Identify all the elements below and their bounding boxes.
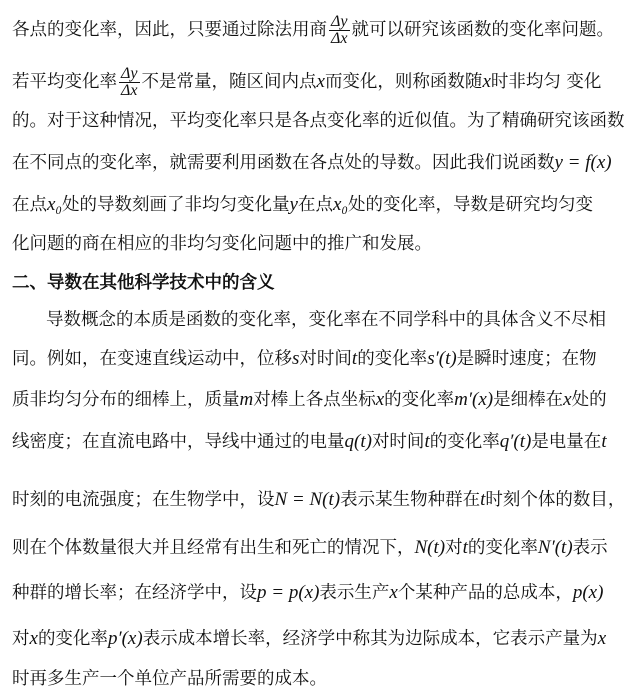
fraction-denominator: Δx	[331, 30, 348, 47]
math-var: s	[292, 348, 300, 369]
text: 处的导数刻画了非均匀变化量	[62, 195, 290, 215]
text-line-13	[12, 582, 628, 604]
math-var: t	[424, 431, 430, 452]
text: 对时间	[299, 349, 352, 369]
math-expression: p′(x)	[107, 628, 143, 649]
math-var: x	[482, 71, 491, 92]
text-line-6: 化问题的商在相应的非均匀变化问题中的推广和发展。	[12, 234, 432, 254]
text: 表示某生物种群在	[340, 490, 481, 510]
text: 对棒上各点坐标	[253, 390, 376, 410]
math-expression: p(x)	[572, 582, 604, 603]
math-var: x	[389, 582, 398, 603]
text-line-7: 导数概念的本质是函数的变化率，变化率在不同学科中的具体含义不尽相	[46, 310, 606, 330]
text: 而变化，则称函数随	[324, 72, 483, 92]
text-line-10	[12, 431, 628, 453]
text: 则在个体数量很大并且经常有出生和死亡的情况下，	[12, 538, 415, 558]
math-expression: N(t)	[414, 537, 446, 558]
math-expression: s′(t)	[427, 348, 457, 369]
text: 线密度；在直流电路中，导线中通过的电量	[12, 432, 345, 452]
text-line-15: 时再多生产一个单位产品所需要的成本。	[12, 669, 327, 689]
text: 表示生产	[319, 583, 390, 603]
math-var: t	[601, 431, 607, 452]
math-var: m	[239, 389, 254, 410]
text: 时刻个体的数目，	[485, 490, 626, 510]
text: 对时间	[371, 432, 425, 452]
math-expression: p = p(x)	[257, 582, 320, 603]
text: 在不同点的变化率，就需要利用函数在各点处的导数。因此我们说函数	[12, 153, 555, 173]
text: 处的变化率，导数是研究均匀变	[348, 195, 594, 215]
math-var: x	[29, 628, 38, 649]
math-var: x	[597, 628, 607, 649]
text: 表示成本增长率，经济学中称其为边际成本，它表示产量为	[142, 629, 598, 649]
text: 处的	[571, 390, 607, 410]
math-var: x₀	[47, 194, 63, 215]
math-var: t	[462, 537, 468, 558]
text-line-3: 的。对于这种情况，平均变化率只是各点变化率的近似值。为了精确研究该函数	[12, 111, 625, 131]
text-line-12	[12, 537, 628, 559]
section-heading: 二、导数在其他科学技术中的含义	[12, 273, 275, 293]
text: 不是常量，随区间内点	[141, 72, 317, 92]
text: 种群的增长率；在经济学中，设	[12, 583, 257, 603]
text: 是电量在	[531, 432, 602, 452]
math-var: x	[316, 71, 325, 92]
fraction-delta-y-over-delta-x	[119, 66, 140, 99]
text: 若平均变化率	[12, 72, 117, 92]
math-expression: y = f(x)	[554, 152, 612, 173]
math-var: x	[563, 389, 572, 410]
text: 在点	[12, 195, 47, 215]
text-line-5	[12, 194, 628, 216]
text: 各点的变化率，因此，只要通过除法用商	[12, 20, 327, 40]
text: 的变化率	[357, 349, 428, 369]
text-line-4	[12, 152, 628, 174]
math-expression: q′(t)	[499, 431, 532, 452]
math-expression: q(t)	[344, 431, 372, 452]
text-line-9	[12, 389, 628, 411]
fraction-delta-y-over-delta-x	[329, 14, 350, 47]
text: 对	[12, 629, 30, 649]
math-var: t	[480, 489, 486, 510]
text-line-14	[12, 628, 628, 650]
fraction-denominator: Δx	[121, 82, 138, 99]
text: 的变化率	[37, 629, 108, 649]
math-expression: m′(x)	[454, 389, 494, 410]
math-var: t	[351, 348, 358, 369]
math-var: x₀	[332, 194, 349, 215]
text: 个某种产品的总成本，	[397, 583, 573, 603]
text: 的变化率	[384, 390, 455, 410]
text: 在点	[297, 195, 333, 215]
text: 是细棒在	[493, 390, 564, 410]
math-expression: N = N(t)	[274, 489, 341, 510]
math-expression: N′(t)	[537, 537, 573, 558]
text: 表示	[572, 538, 608, 558]
text-line-2	[12, 66, 628, 99]
text: 的变化率	[467, 538, 538, 558]
text: 时非均匀 变化	[490, 72, 602, 92]
text-line-11	[12, 489, 628, 511]
text: 时刻的电流强度；在生物学中，设	[12, 490, 275, 510]
fraction-numerator: Δy	[121, 65, 138, 82]
text: 就可以研究该函数的变化率问题。	[351, 20, 614, 40]
fraction-numerator: Δy	[331, 13, 348, 30]
text: 质非均匀分布的细棒上，质量	[12, 390, 240, 410]
text: 的变化率	[429, 432, 500, 452]
math-var: y	[289, 194, 298, 215]
text-line-1	[12, 14, 628, 47]
text-line-8	[12, 348, 628, 370]
text: 同。例如，在变速直线运动中，位移	[12, 349, 292, 369]
text: 对	[445, 538, 463, 558]
math-var: x	[375, 389, 385, 410]
text: 是瞬时速度；在物	[456, 349, 597, 369]
